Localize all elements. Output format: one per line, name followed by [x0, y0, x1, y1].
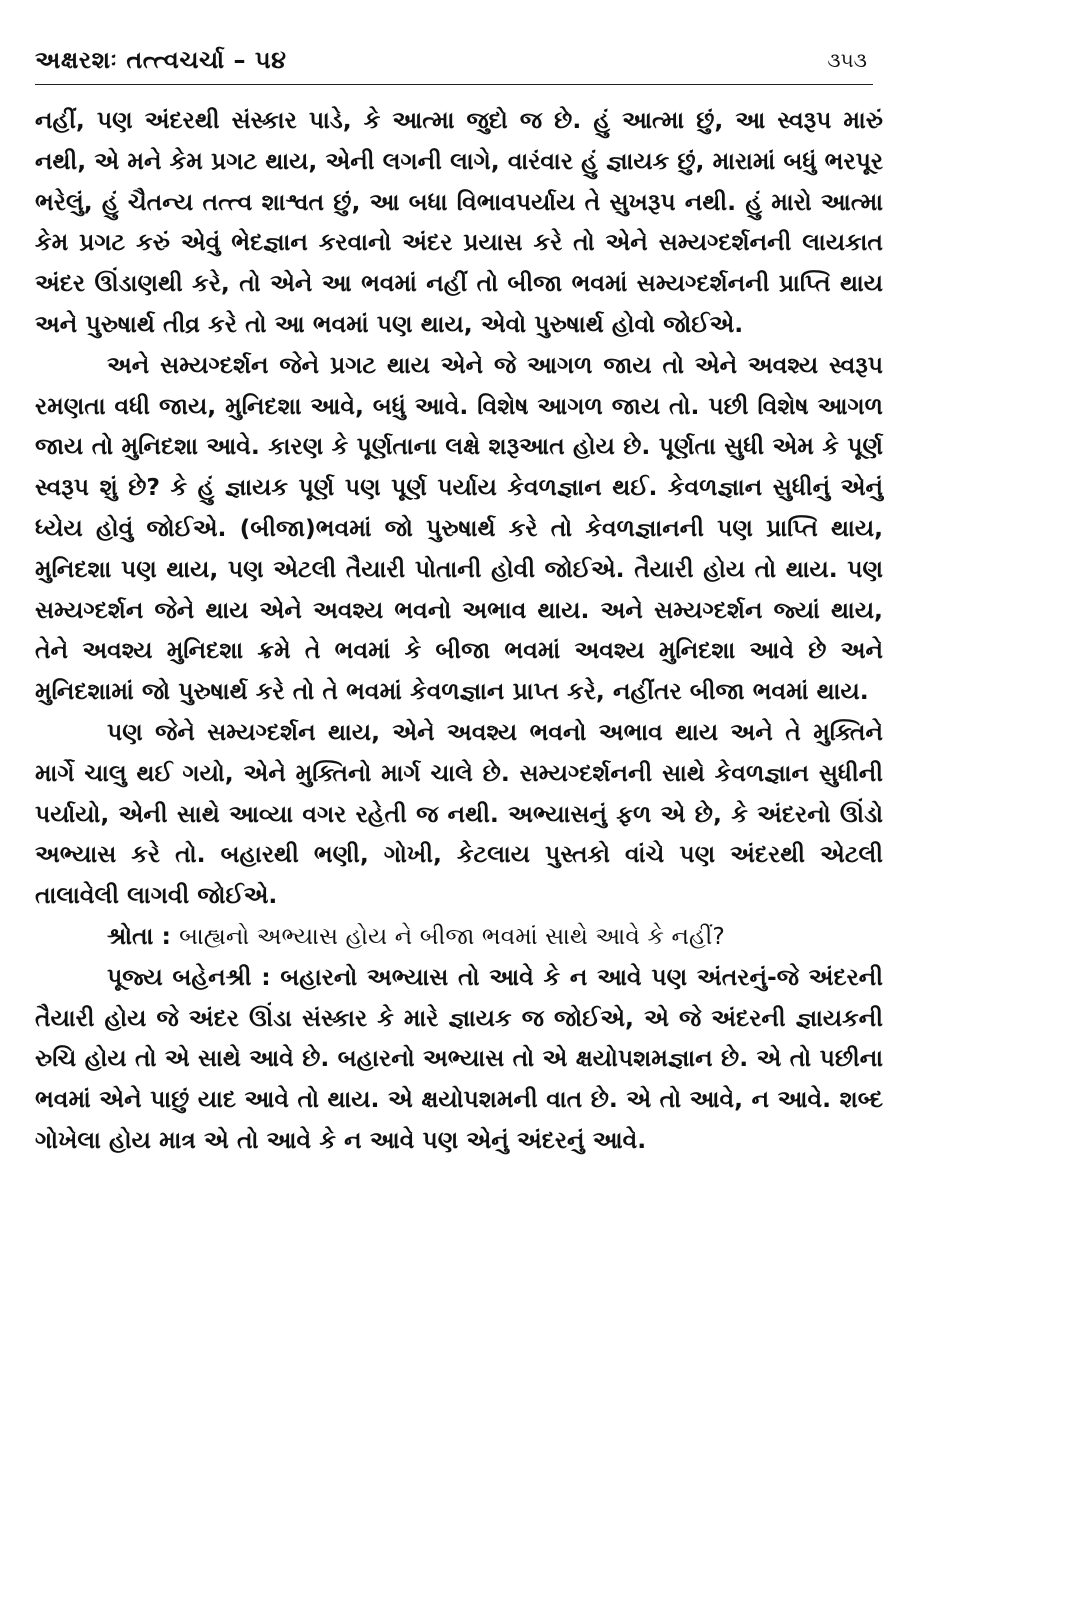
question-text: બાહ્યનો અભ્યાસ હોય ને બીજા ભવમાં સાથે આવે કે નહીં? [179, 921, 725, 950]
page-number: ૩૫૩ [827, 48, 867, 72]
question-paragraph [35, 916, 883, 957]
answer-paragraph [35, 957, 883, 1161]
running-title: અક્ષરશઃ તત્ત્વચર્ચા – ૫૪ [35, 46, 287, 74]
paragraph-1: નહીં, પણ અંદરથી સંસ્કાર પાડે, કે આત્મા જુદો જ છે. હું આત્મા છું, આ સ્વરૂપ મારું નથી, એ મને કેમ પ્રગટ થાય, એની લગની લાગે, વારંવાર હું જ્ઞાયક છું, મારામાં બધું ભરપૂર ભરેલું, હું ચૈતન્ય તત્ત્વ શાશ્વત છું, આ બધા વિભાવપર્યાય તે સુખરૂપ નથી. હું મારો આત્મા કેમ પ્રગટ કરું એવું ભેદજ્ઞાન કરવાનો અંદર પ્રયાસ કરે તો એને સમ્યગ્દર્શનની લાયકાત અંદર ઊંડાણથી કરે, તો એને આ ભવમાં નહીં તો બીજા ભવમાં સમ્યગ્દર્શનની પ્રાપ્તિ થાય અને પુરુષાર્થ તીવ્ર કરે તો આ ભવમાં પણ થાય, એવો પુરુષાર્થ હોવો જોઈએ. [35, 106, 883, 338]
answer-speaker: પૂજ્ય બહેનશ્રી : [107, 962, 271, 991]
paragraph-3: પણ જેને સમ્યગ્દર્શન થાય, એને અવશ્ય ભવનો અભાવ થાય અને તે મુક્તિને માર્ગે ચાલુ થઈ ગયો, એને મુક્તિનો માર્ગ ચાલે છે. સમ્યગ્દર્શનની સાથે કેવળજ્ઞાન સુધીની પર્યાયો, એની સાથે આવ્યા વગર રહેતી જ નથી. અભ્યાસનું ફળ એ છે, કે અંદરનો ઊંડો અભ્યાસ કરે તો. બહારથી ભણી, ગોખી, કેટલાય પુસ્તકો વાંચે પણ અંદરથી એટલી તાલાવેલી લાગવી જોઈએ. [35, 717, 883, 910]
page-header [35, 40, 873, 85]
question-speaker: શ્રોતા : [107, 921, 171, 950]
answer-text: બહારનો અભ્યાસ તો આવે કે ન આવે પણ અંતરનું-જે અંદરની તૈયારી હોય જે અંદર ઊંડા સંસ્કાર કે મારે જ્ઞાયક જ જોઈએ, એ જે અંદરની જ્ઞાયકની રુચિ હોય તો એ સાથે આવે છે. બહારનો અભ્યાસ તો એ ક્ષયોપશમજ્ઞાન છે. એ તો પછીના ભવમાં એને પાછું યાદ આવે તો થાય. એ ક્ષયોપશમની વાત છે. એ તો આવે, ન આવે. શબ્દ ગોખેલા હોય માત્ર એ તો આવે કે ન આવે પણ એનું અંદરનું આવે. [35, 962, 883, 1154]
paragraph-2: અને સમ્યગ્દર્શન જેને પ્રગટ થાય એને જે આગળ જાય તો એને અવશ્ય સ્વરૂપ રમણતા વધી જાય, મુનિદશા આવે, બધું આવે. વિશેષ આગળ જાય તો. પછી વિશેષ આગળ જાય તો મુનિદશા આવે. કારણ કે પૂર્ણતાના લક્ષે શરૂઆત હોય છે. પૂર્ણતા સુધી એમ કે પૂર્ણ સ્વરૂપ શું છે? કે હું જ્ઞાયક પૂર્ણ પણ પૂર્ણ પર્યાય કેવળજ્ઞાન થઈ. કેવળજ્ઞાન સુધીનું એનું ધ્યેય હોવું જોઈએ. (બીજા)ભવમાં જો પુરુષાર્થ કરે તો કેવળજ્ઞાનની પણ પ્રાપ્તિ થાય, મુનિદશા પણ થાય, પણ એટલી તૈયારી પોતાની હોવી જોઈએ. તૈયારી હોય તો થાય. પણ સમ્યગ્દર્શન જેને થાય એને અવશ્ય ભવનો અભાવ થાય. અને સમ્યગ્દર્શન જ્યાં થાય, તેને અવશ્ય મુનિદશા ક્રમે તે ભવમાં કે બીજા ભવમાં અવશ્ય મુનિદશા આવે છે અને મુનિદશામાં જો પુરુષાર્થ કરે તો તે ભવમાં કેવળજ્ઞાન પ્રાપ્ત કરે, નહીંતર બીજા ભવમાં થાય. [35, 350, 883, 706]
page-body [35, 100, 883, 1161]
